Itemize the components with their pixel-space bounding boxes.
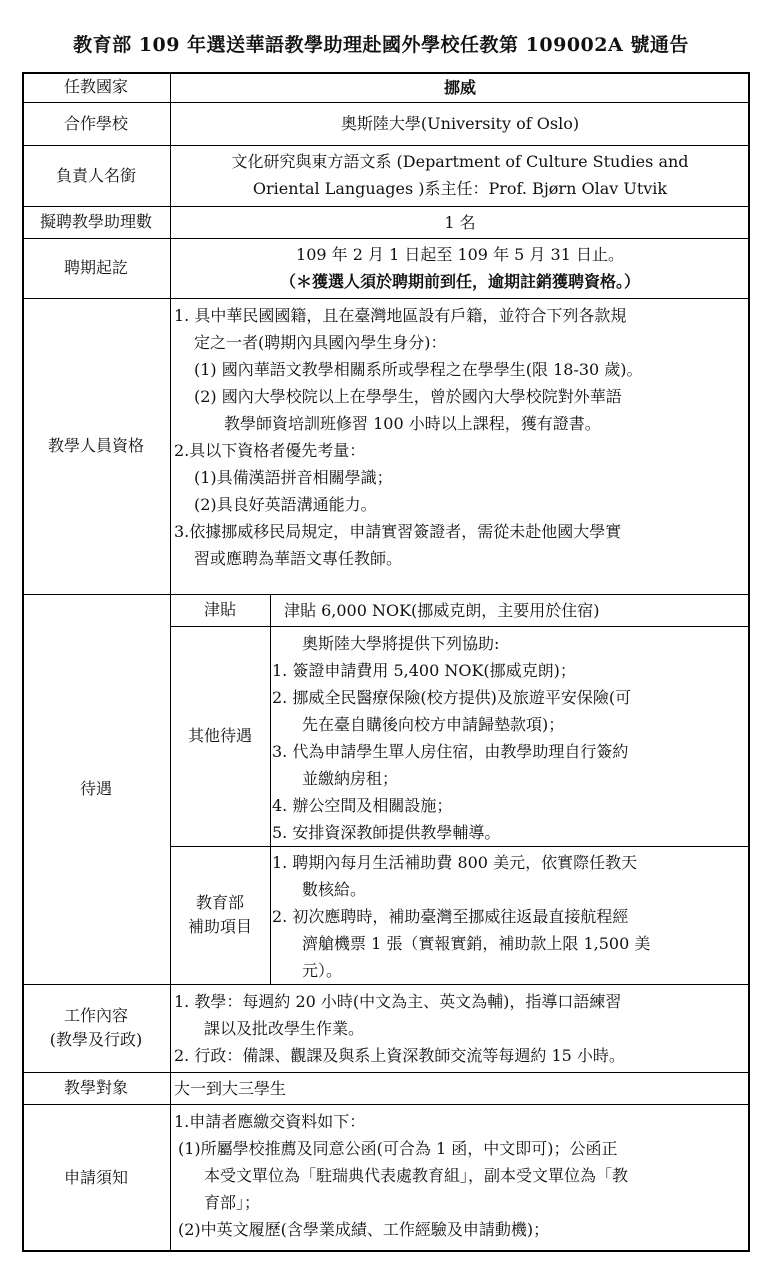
list-item: 4. 辦公空間及相關設施；: [272, 796, 453, 815]
label-allowance: 津貼: [203, 600, 236, 619]
list-item: 1. 具中華民國國籍，且在臺灣地區設有戶籍，並符合下列各款規: [174, 306, 627, 325]
value-target: 大一到大三學生: [174, 1079, 287, 1098]
list-item: 2. 行政：備課、觀課及與系上資深教師交流等每週約 15 小時。: [174, 1046, 625, 1065]
list-item: 2. 挪威全民醫療保險(校方提供)及旅遊平安保險(可: [272, 688, 632, 707]
list-item: 5. 安排資深教師提供教學輔導。: [272, 823, 501, 842]
label-benefits: 待遇: [79, 779, 112, 798]
label-work-line: (教學及行政): [49, 1030, 143, 1049]
list-item: (1) 國內華語文教學相關系所或學程之在學學生(限 18-30 歲)。: [194, 360, 643, 379]
label-count: 擬聘教學助理數: [39, 212, 152, 231]
label-qualifications: 教學人員資格: [47, 436, 144, 455]
list-item: 數核給。: [302, 880, 367, 899]
list-item: 2.具以下資格者優先考量：: [174, 441, 366, 460]
label-work-line: 工作內容: [63, 1006, 128, 1025]
list-item: 習或應聘為華語文專任教師。: [194, 549, 403, 568]
list-item: 1. 教學：每週約 20 小時(中文為主、英文為輔)，指導口語練習: [174, 992, 622, 1011]
list-item: 1.申請者應繳交資料如下：: [174, 1112, 366, 1131]
column-divider: [270, 594, 271, 984]
moe-subsidy-list: [272, 849, 748, 984]
value-country: 挪威: [443, 78, 476, 97]
value-school: 奧斯陸大學(University of Oslo): [340, 114, 580, 133]
value-head: [170, 148, 750, 202]
list-item: 先在臺自購後向校方申請歸墊款項)；: [302, 715, 565, 734]
head-line: Oriental Languages )系主任：Prof. Bjørn Olav Utvik: [252, 179, 668, 198]
label-moe-line: 教育部: [195, 893, 244, 912]
list-item: (2)中英文履歷(含學業成績、工作經驗及申請動機)；: [178, 1220, 550, 1239]
head-line: 文化研究與東方語文系 (Department of Culture Studies and: [231, 152, 689, 171]
label-country: 任教國家: [63, 77, 128, 96]
list-item: 課以及批改學生作業。: [204, 1019, 365, 1038]
list-item: 1. 聘期內每月生活補助費 800 美元，依實際任教天: [272, 853, 638, 872]
list-item: 3.依據挪威移民局規定，申請實習簽證者，需從未赴他國大學實: [174, 522, 622, 541]
list-item: 元）。: [302, 961, 343, 980]
work-list: [174, 988, 748, 1069]
label-other-benefits: 其他待遇: [187, 726, 252, 745]
other-benefits-list: [272, 630, 748, 846]
list-item: (2)具良好英語溝通能力。: [194, 495, 377, 514]
list-item: 育部」；: [204, 1193, 261, 1212]
list-item: 本受文單位為「駐瑞典代表處教育組」，副本受文單位為「教: [204, 1166, 629, 1185]
period-note: （＊獲選人須於聘期前到任，逾期註銷獲聘資格。）: [279, 272, 640, 291]
list-item: (1)所屬學校推薦及同意公函(可合為 1 函，中文即可)；公函正: [178, 1139, 618, 1158]
label-apply: 申請須知: [63, 1168, 128, 1187]
label-target: 教學對象: [63, 1078, 128, 1097]
label-moe-line: 補助項目: [187, 917, 252, 936]
list-item: 並繳納房租；: [302, 769, 399, 788]
label-moe-subsidy: [170, 846, 270, 984]
label-period: 聘期起訖: [63, 258, 128, 277]
list-item: (2) 國內大學校院以上在學學生，曾於國內大學校院對外華語: [194, 387, 622, 406]
label-school: 合作學校: [63, 113, 128, 133]
list-item: 濟艙機票 1 張（實報實銷，補助款上限 1,500 美: [302, 934, 651, 953]
list-item: 3. 代為申請學生單人房住宿，由教學助理自行簽約: [272, 742, 629, 761]
period-line: 109 年 2 月 1 日起至 109 年 5 月 31 日止。: [296, 245, 624, 264]
notice-title: 教育部 109 年選送華語教學助理赴國外學校任教第 109002A 號通告: [73, 34, 689, 56]
qualifications-list: [174, 302, 748, 572]
list-item: 定之一者(聘期內具國內學生身分)：: [194, 333, 447, 352]
label-work: [22, 984, 170, 1072]
list-item: 1. 簽證申請費用 5,400 NOK(挪威克朗)；: [272, 661, 576, 680]
apply-list: [174, 1108, 748, 1243]
value-count: 1 名: [444, 213, 476, 232]
list-item: 2. 初次應聘時，補助臺灣至挪威往返最直接航程經: [272, 907, 629, 926]
value-allowance: 津貼 6,000 NOK(挪威克朗，主要用於住宿): [284, 601, 600, 620]
value-period: [170, 241, 750, 295]
label-head: 負責人名銜: [55, 165, 136, 185]
list-item: 教學師資培訓班修習 100 小時以上課程，獲有證書。: [224, 414, 601, 433]
list-item: (1)具備漢語拼音相關學識；: [194, 468, 393, 487]
list-item: 奧斯陸大學將提供下列協助:: [302, 634, 500, 653]
